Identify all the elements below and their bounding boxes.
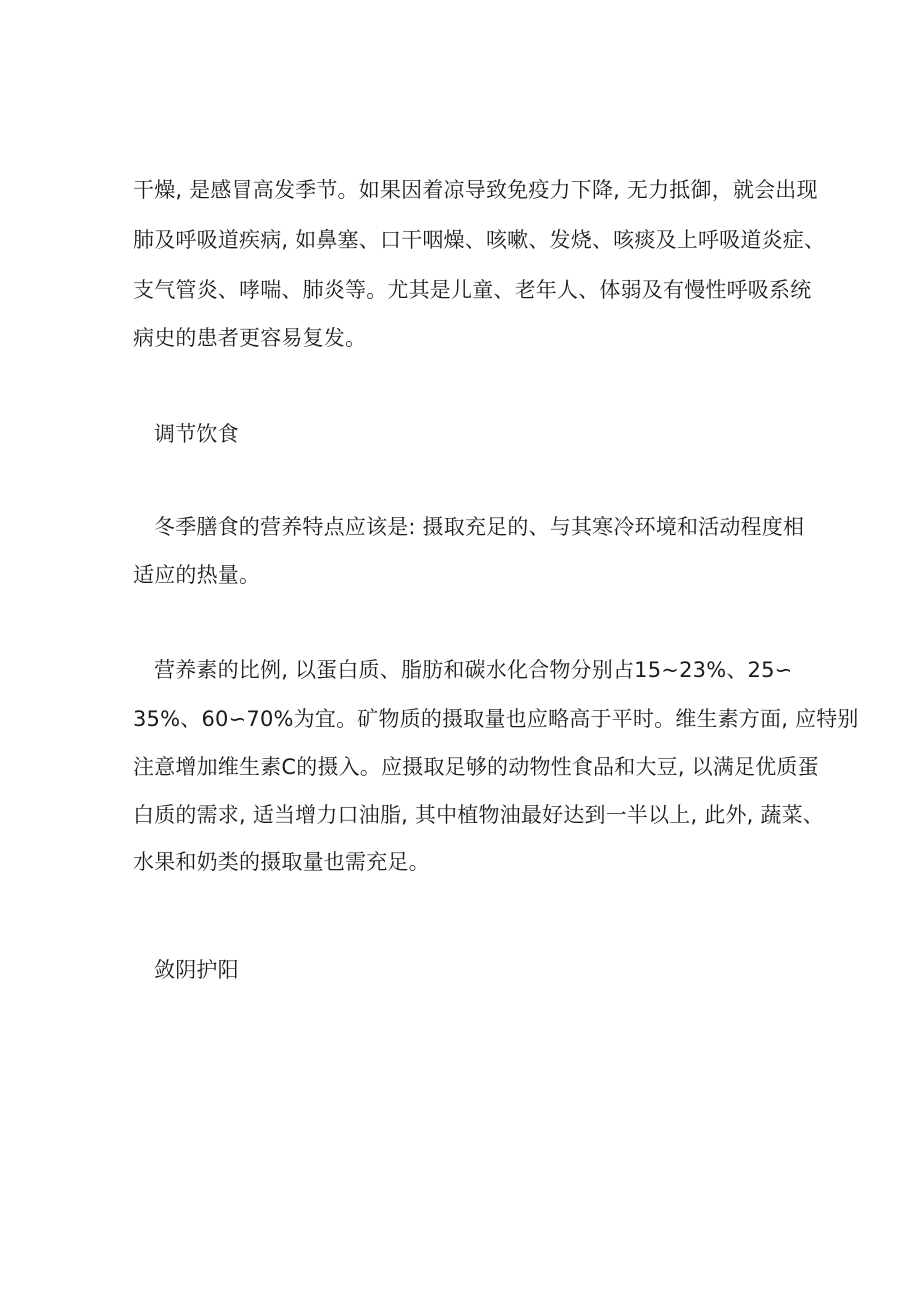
- paragraph-line: 白质的需求, 适当增力口油脂, 其中植物油最好达到一半以上, 此外, 蔬菜、: [133, 803, 824, 827]
- section-heading: 敛阴护阳: [154, 958, 239, 982]
- paragraph-line: 病史的患者更容易复发。: [133, 326, 367, 350]
- paragraph-line: 35%、60∽70%为宜。矿物质的摄取量也应略高于平时。维生素方面, 应特别: [133, 707, 859, 731]
- section-heading: 调节饮食: [154, 422, 239, 446]
- paragraph-line: 注意增加维生素C的摄入。应摄取足够的动物性食品和大豆, 以满足优质蛋: [133, 755, 819, 779]
- paragraph-line: 肺及呼吸道疾病, 如鼻塞、口干咽燥、咳嗽、发烧、咳痰及上呼吸道炎症、: [133, 228, 826, 252]
- paragraph-line: 适应的热量。: [133, 563, 261, 587]
- paragraph-line: 冬季膳食的营养特点应该是: 摄取充足的、与其寒冷环境和活动程度相: [154, 515, 805, 539]
- paragraph-line: 干燥, 是感冒高发季节。如果因着凉导致免疫力下降, 无力抵御，就会出现: [133, 178, 818, 202]
- paragraph-line: 水果和奶类的摄取量也需充足。: [133, 850, 430, 874]
- paragraph-line: 营养素的比例, 以蛋白质、脂肪和碳水化合物分别占15~23%、25∽: [154, 658, 793, 682]
- paragraph-line: 支气管炎、哮喘、肺炎等。尤其是儿童、老年人、体弱及有慢性呼吸系统: [133, 278, 812, 302]
